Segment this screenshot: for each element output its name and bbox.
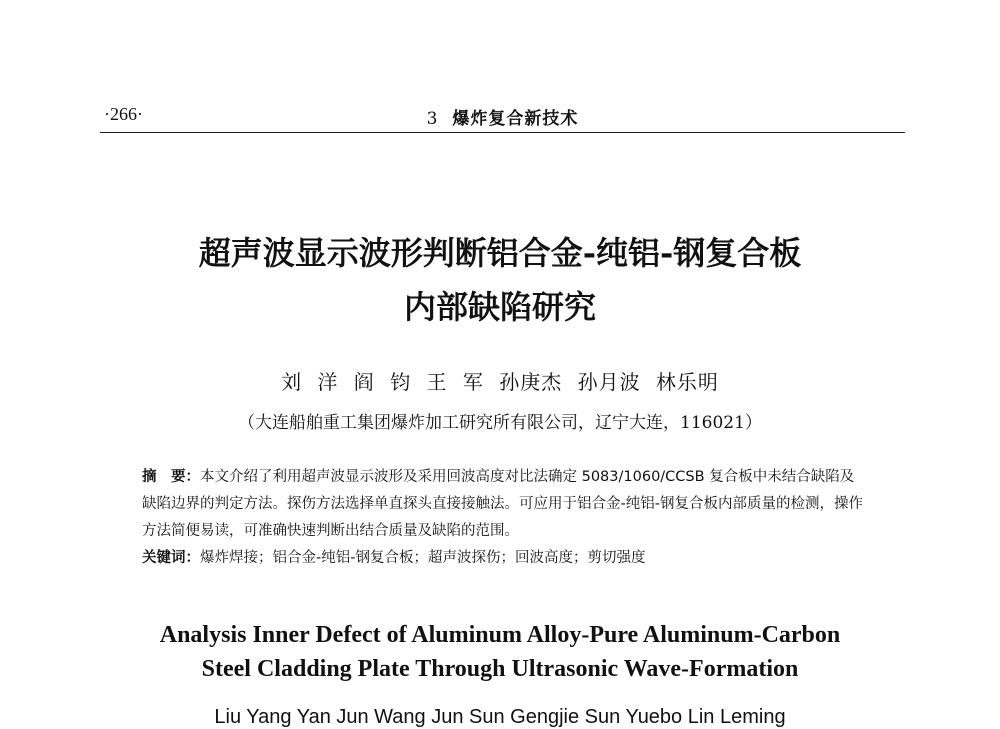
keywords-paragraph	[142, 545, 867, 572]
cn-affiliation: （大连船舶重工集团爆炸加工研究所有限公司，辽宁大连，116021）	[238, 413, 762, 433]
keywords-text: 爆炸焊接；铝合金-纯铝-钢复合板；超声波探伤；回波高度；剪切强度	[200, 550, 646, 566]
section-number: 3	[426, 109, 439, 129]
cn-authors: 刘 洋 阎 钧 王 军 孙庚杰 孙月波 林乐明	[281, 370, 719, 394]
en-authors: Liu Yang Yan Jun Wang Jun Sun Gengjie Sun Yuebo Lin Leming	[214, 706, 786, 728]
running-title	[100, 104, 905, 129]
cn-title-line1: 超声波显示波形判断铝合金-纯铝-钢复合板	[198, 234, 802, 272]
en-title-line2: Steel Cladding Plate Through Ultrasonic Wave-Formation	[201, 656, 799, 682]
abstract-text: 本文介绍了利用超声波显示波形及采用回波高度对比法确定 5083/1060/CCSB 复合板中未结合缺陷及缺陷边界的判定方法。探伤方法选择单直探头直接接触法。可应用于铝合金-纯铝-钢复合板内部质量的检测，操作方法简便易读，可准确快速判断出结合质量及缺陷的范围。	[142, 469, 863, 539]
page-number: ·266·	[104, 104, 143, 124]
cn-abstract-block	[142, 464, 867, 572]
section-title: 爆炸复合新技术	[452, 109, 579, 129]
abstract-label: 摘 要：	[142, 469, 200, 485]
en-title-line1: Analysis Inner Defect of Aluminum Alloy-Pure Aluminum-Carbon	[159, 622, 841, 648]
page-header	[100, 100, 905, 133]
keywords-label: 关键词：	[142, 550, 200, 566]
cn-title-line2: 内部缺陷研究	[403, 288, 596, 326]
abstract-paragraph	[142, 464, 867, 545]
